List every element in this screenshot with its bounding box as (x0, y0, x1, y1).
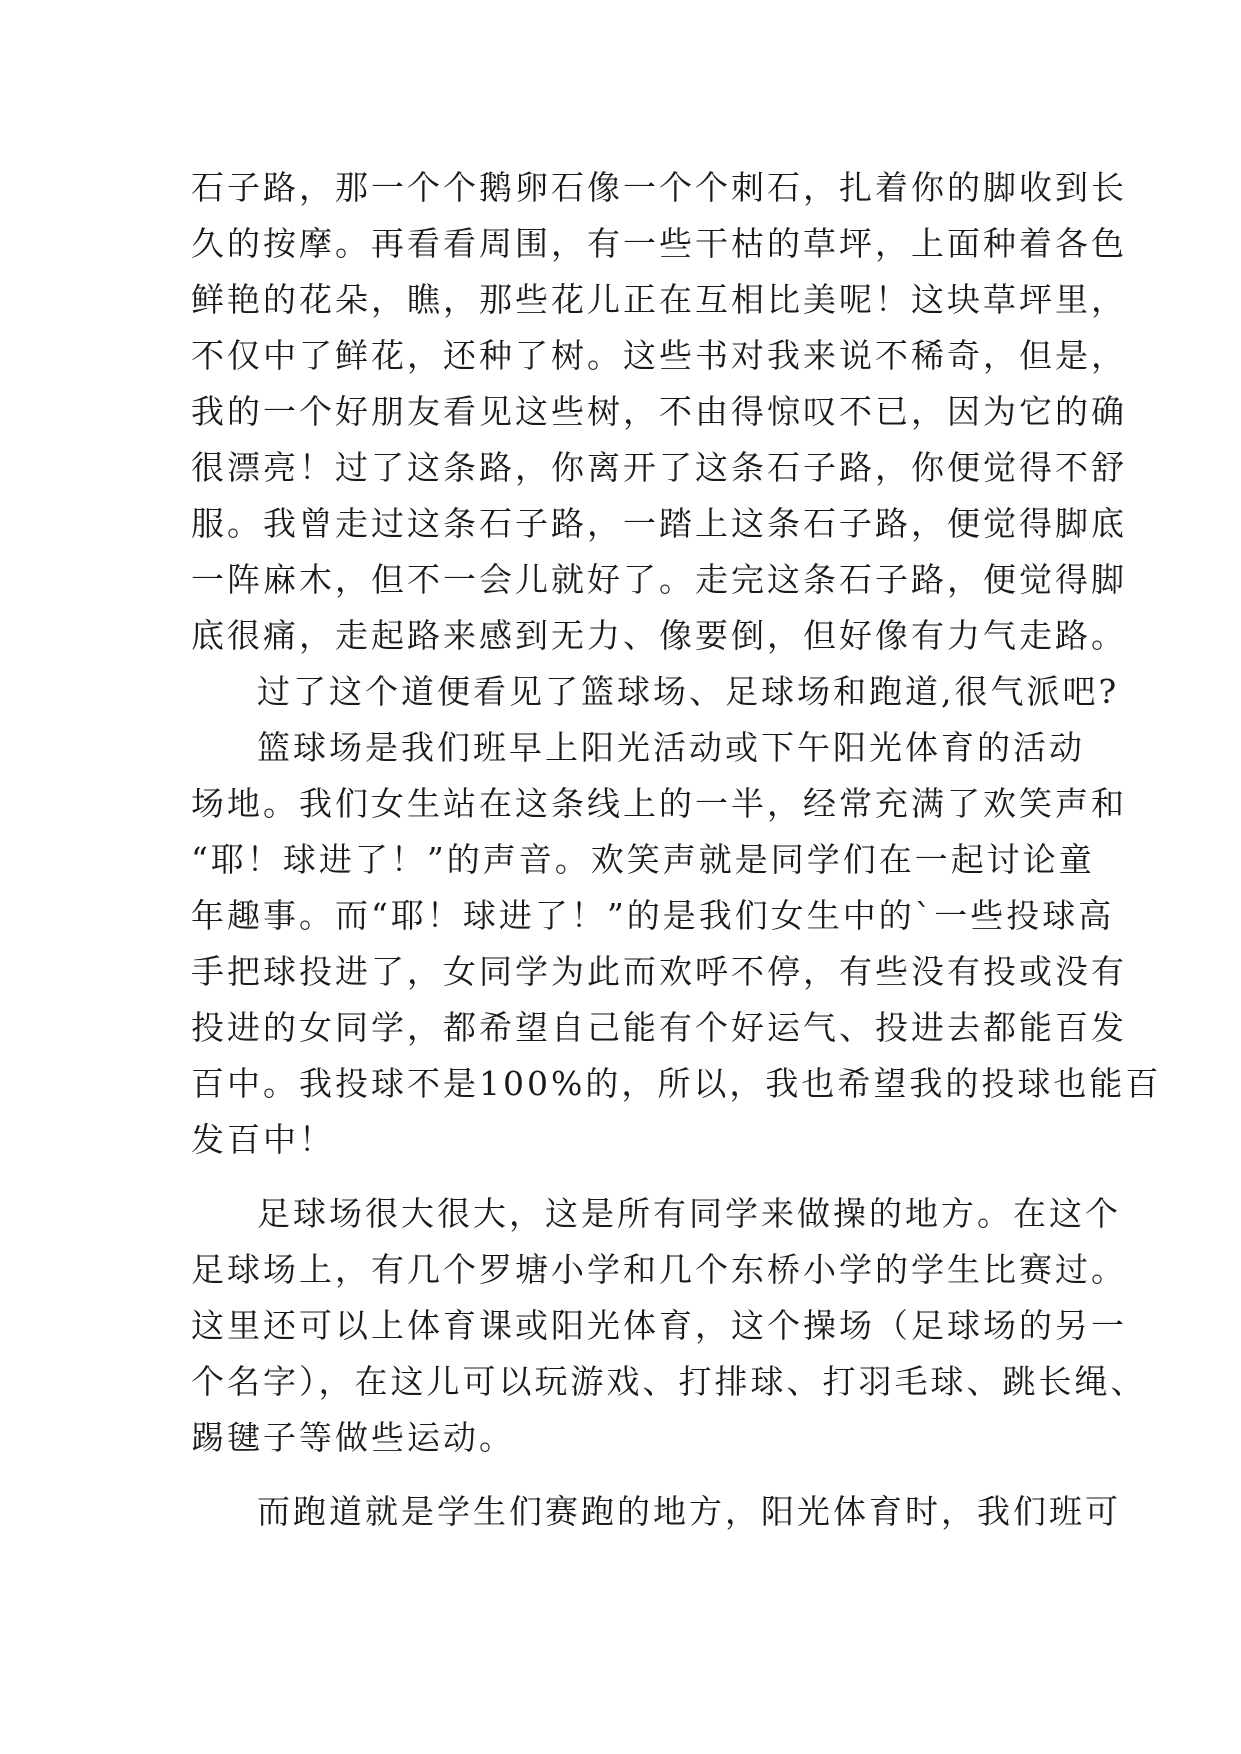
text-line: 场地。我们女生站在这条线上的一半，经常充满了欢笑声和 (191, 784, 1127, 823)
text-line: 底很痛，走起路来感到无力、像要倒，但好像有力气走路。 (191, 616, 1127, 655)
paragraph (191, 160, 1127, 664)
text-line: 个名字），在这儿可以玩游戏、打排球、打羽毛球、跳长绳、 (191, 1362, 1147, 1401)
text-line: 鲜艳的花朵，瞧，那些花儿正在互相比美呢！这块草坪里， (191, 280, 1127, 319)
paragraph (191, 664, 1120, 720)
text-line: 服。我曾走过这条石子路，一踏上这条石子路，便觉得脚底 (191, 504, 1127, 543)
text-line: 我的一个好朋友看见这些树，不由得惊叹不已，因为它的确 (191, 392, 1127, 431)
text-line: 篮球场是我们班早上阳光活动或下午阳光体育的活动 (257, 728, 1085, 767)
text-line: 久的按摩。再看看周围，有一些干枯的草坪，上面种着各色 (191, 224, 1127, 263)
text-line: 这里还可以上体育课或阳光体育，这个操场（足球场的另一 (191, 1306, 1127, 1345)
text-line: 年趣事。而“耶！球进了！”的是我们女生中的`一些投球高 (191, 896, 1115, 935)
paragraph (191, 1186, 1147, 1466)
text-line: 足球场很大很大，这是所有同学来做操的地方。在这个 (257, 1194, 1121, 1233)
text-line: 足球场上，有几个罗塘小学和几个东桥小学的学生比赛过。 (191, 1250, 1127, 1289)
text-line: “耶！球进了！”的声音。欢笑声就是同学们在一起讨论童 (191, 840, 1095, 879)
paragraph-spacer (191, 1466, 1071, 1484)
text-line: 不仅中了鲜花，还种了树。这些书对我来说不稀奇，但是， (191, 336, 1127, 375)
text-line: 而跑道就是学生们赛跑的地方，阳光体育时，我们班可 (257, 1492, 1121, 1531)
text-line: 发百中！ (191, 1120, 335, 1159)
paragraph (191, 1484, 1121, 1540)
text-line: 手把球投进了，女同学为此而欢呼不停，有些没有投或没有 (191, 952, 1127, 991)
text-line: 石子路，那一个个鹅卵石像一个个刺石，扎着你的脚收到长 (191, 168, 1127, 207)
text-line: 很漂亮！过了这条路，你离开了这条石子路，你便觉得不舒 (191, 448, 1127, 487)
text-line: 投进的女同学，都希望自己能有个好运气、投进去都能百发 (191, 1008, 1127, 1047)
body-text (191, 160, 1162, 1540)
paragraph (191, 720, 1162, 1168)
text-line: 一阵麻木，但不一会儿就好了。走完这条石子路，便觉得脚 (191, 560, 1127, 599)
paragraph-spacer (191, 1168, 1071, 1186)
text-line: 过了这个道便看见了篮球场、足球场和跑道,很气派吧? (257, 672, 1120, 711)
text-line: 踢毽子等做些运动。 (191, 1418, 515, 1457)
text-line: 百中。我投球不是100%的，所以，我也希望我的投球也能百 (191, 1064, 1162, 1103)
